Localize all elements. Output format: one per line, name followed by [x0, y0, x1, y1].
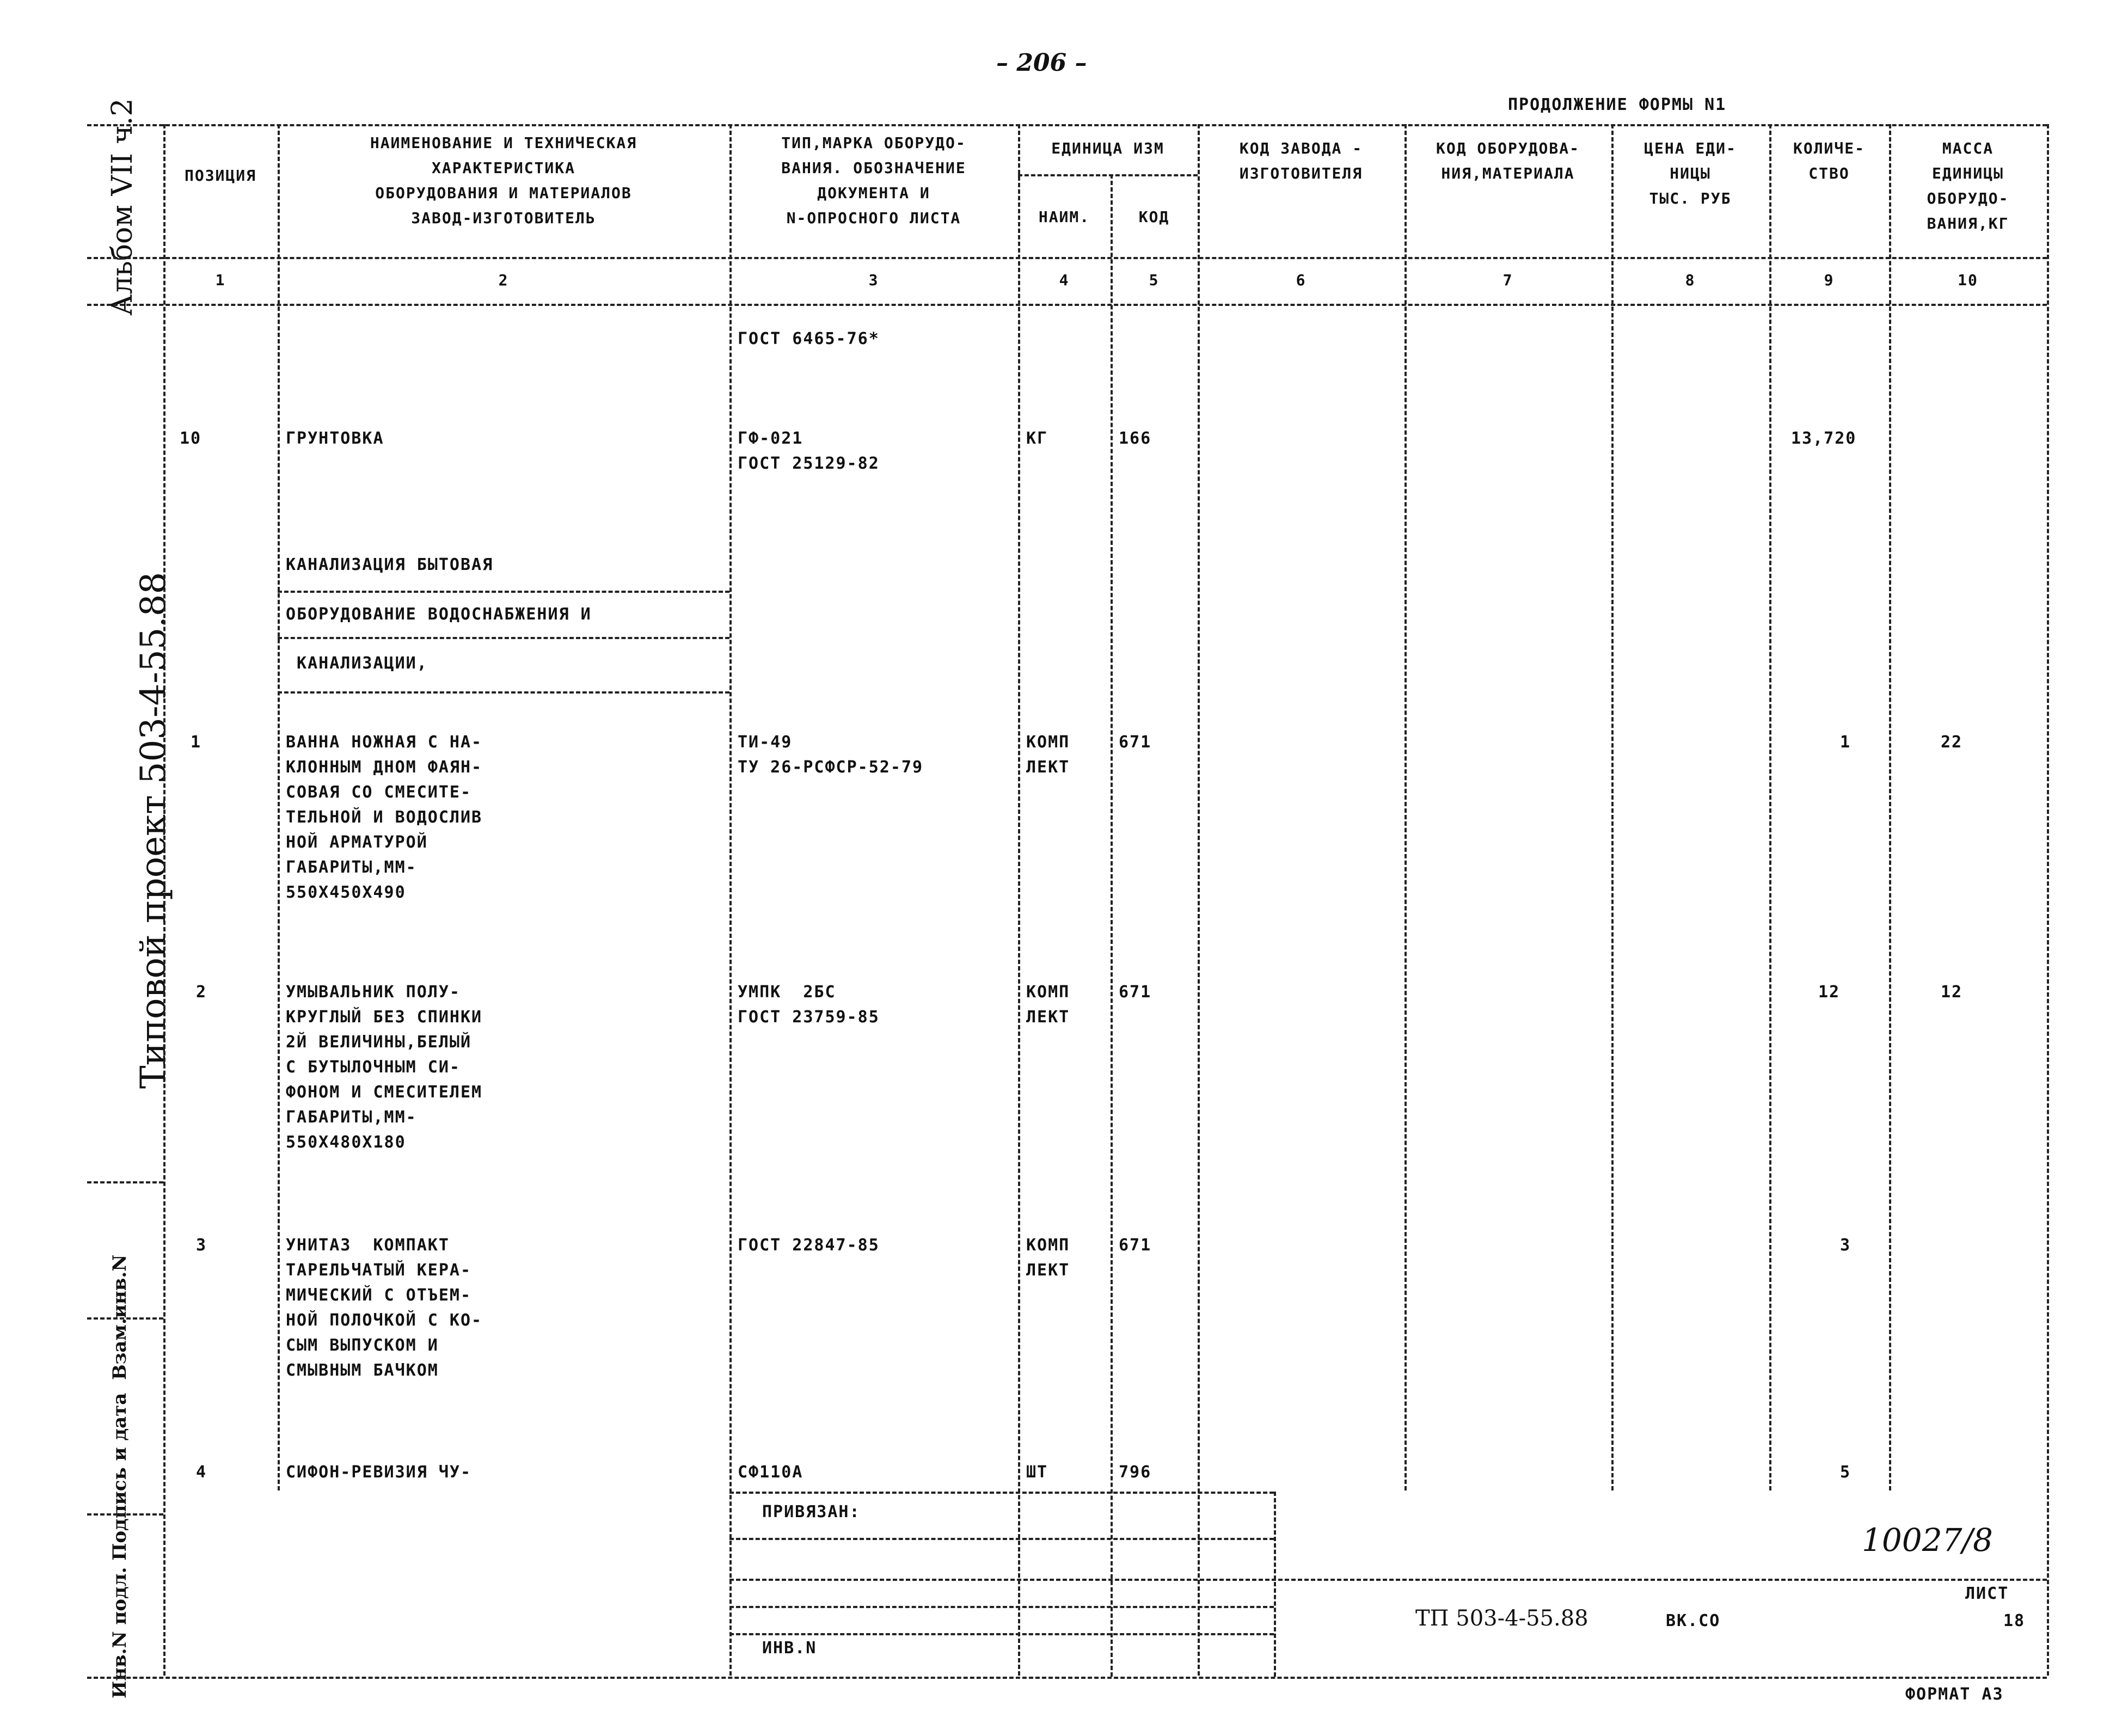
stamp-section: ВК.СО	[1666, 1611, 1721, 1630]
header-mass: МАССА ЕДИНИЦЫ ОБОРУДО- ВАНИЯ,КГ	[1927, 139, 2009, 232]
col-border-5-6	[1198, 124, 1200, 1676]
row7-code: 671	[1119, 1236, 1152, 1255]
unit-sub-line	[1018, 174, 1198, 176]
left-stamp-line-1	[87, 1181, 163, 1183]
album-label: Альбом VII ч.2	[106, 98, 139, 316]
row5-position: 1	[191, 733, 202, 752]
row8-type: СФ110А	[738, 1463, 804, 1482]
row8-unit: ШТ	[1026, 1463, 1048, 1482]
bottom-border	[87, 1677, 2047, 1679]
colnum-9: 9	[1824, 271, 1835, 289]
row1-unit: КГ	[1026, 429, 1048, 448]
continuation-title: ПРОДОЛЖЕНИЕ ФОРМЫ N1	[1508, 95, 1727, 114]
row8-code: 796	[1119, 1463, 1152, 1482]
stamp-sheet-label: ЛИСТ	[1965, 1584, 2009, 1603]
stamp-line-5	[729, 1633, 1274, 1635]
col-border-4-5	[1111, 174, 1113, 1677]
col-border-left	[163, 124, 165, 1676]
row7-unit: КОМП ЛЕКТ	[1026, 1236, 1070, 1280]
row8-position: 4	[196, 1463, 207, 1482]
stamp-line-2	[729, 1538, 1274, 1540]
col-border-right	[2047, 124, 2049, 1676]
header-unit-name: НАИМ.	[1038, 208, 1090, 226]
stamp-side-label: Инв.N подл. Подпись и дата Взам.инв.N	[109, 1254, 131, 1698]
row8-qty: 5	[1840, 1463, 1851, 1482]
header-price: ЦЕНА ЕДИ- НИЦЫ ТЫС. РУБ	[1644, 139, 1737, 207]
stamp-format: ФОРМАТ А3	[1905, 1685, 2004, 1704]
colnum-7: 7	[1502, 271, 1513, 289]
row6-name: УМЫВАЛЬНИК ПОЛУ- КРУГЛЫЙ БЕЗ СПИНКИ 2Й ВЕЛИЧИНЫ,БЕЛЫЙ С БУТЫЛОЧНЫМ СИ- ФОНОМ И СМЕСИТЕЛЕМ ГАБАРИТЫ,ММ- 550Х480Х180	[286, 983, 483, 1152]
section-line-1	[278, 591, 729, 593]
stamp-line-3	[729, 1579, 2047, 1581]
row1-name: ГРУНТОВКА	[286, 429, 384, 448]
section-equipment: ОБОРУДОВАНИЕ ВОДОСНАБЖЕНИЯ И	[286, 605, 592, 624]
row5-code: 671	[1119, 733, 1152, 752]
header-name: НАИМЕНОВАНИЕ И ТЕХНИЧЕСКАЯ ХАРАКТЕРИСТИКА ОБОРУДОВАНИЯ И МАТЕРИАЛОВ ЗАВОД-ИЗГОТОВИТЕЛЬ	[370, 134, 637, 227]
col-border-3-4	[1018, 124, 1020, 1676]
header-unit-code: КОД	[1138, 208, 1170, 226]
header-type: ТИП,МАРКА ОБОРУДО- ВАНИЯ. ОБОЗНАЧЕНИЕ ДОКУМЕНТА И N-ОПРОСНОГО ЛИСТА	[781, 134, 966, 227]
colnum-10: 10	[1958, 271, 1978, 289]
col-border-1-2	[278, 124, 280, 1490]
row1-code: 166	[1119, 429, 1152, 448]
colnum-8: 8	[1685, 271, 1696, 289]
row6-qty: 12	[1818, 983, 1841, 1002]
row6-mass: 12	[1941, 983, 1963, 1002]
left-stamp-line-2	[87, 1317, 163, 1320]
colnum-bottom-line	[87, 304, 2047, 306]
row1-position: 10	[180, 429, 202, 448]
col-border-8-9	[1769, 124, 1771, 1490]
row6-code: 671	[1119, 983, 1152, 1002]
row6-type: УМПК 2БС ГОСТ 23759-85	[738, 983, 880, 1027]
section-line-3	[278, 691, 729, 694]
stamp-handwritten: 10027/8	[1862, 1522, 1993, 1559]
project-label: Типовой проект 503-4-55.88	[133, 572, 174, 1089]
colnum-6: 6	[1296, 271, 1307, 289]
header-position: ПОЗИЦИЯ	[184, 167, 256, 185]
header-bottom-line	[87, 257, 2047, 259]
stamp-privyazan: ПРИВЯЗАН:	[762, 1502, 861, 1522]
stamp-inv: ИНВ.N	[762, 1639, 817, 1658]
stamp-top-line	[729, 1492, 1274, 1494]
section-canalization-2: КАНАЛИЗАЦИИ,	[286, 654, 428, 673]
col-border-2-3	[729, 124, 732, 1676]
row7-name: УНИТАЗ КОМПАКТ ТАРЕЛЬЧАТЫЙ КЕРА- МИЧЕСКИЙ С ОТЪЕМ- НОЙ ПОЛОЧКОЙ С КО- СЫМ ВЫПУСКОМ И СМЫВНЫМ БАЧКОМ	[286, 1236, 483, 1380]
row8-name: СИФОН-РЕВИЗИЯ ЧУ-	[286, 1463, 472, 1482]
row7-position: 3	[196, 1236, 207, 1255]
stamp-v-1	[1274, 1492, 1276, 1677]
stamp-line-4	[729, 1606, 1274, 1608]
header-unit: ЕДИНИЦА ИЗМ	[1051, 139, 1164, 157]
row5-mass: 22	[1941, 733, 1963, 752]
top-border	[87, 124, 2047, 126]
col-border-7-8	[1611, 124, 1614, 1490]
page-number: – 206 –	[996, 49, 1087, 77]
section-canalization: КАНАЛИЗАЦИЯ БЫТОВАЯ	[286, 555, 494, 574]
col-border-6-7	[1405, 124, 1407, 1490]
header-factory-code: КОД ЗАВОДА - ИЗГОТОВИТЕЛЯ	[1239, 139, 1363, 182]
colnum-3: 3	[868, 271, 879, 289]
stamp-sheet-number: 18	[2003, 1611, 2026, 1630]
colnum-4: 4	[1059, 271, 1070, 289]
colnum-1: 1	[215, 271, 226, 289]
header-equipment-code: КОД ОБОРУДОВА- НИЯ,МАТЕРИАЛА	[1436, 139, 1580, 182]
row1-type: ГФ-021 ГОСТ 25129-82	[738, 429, 880, 473]
row5-qty: 1	[1840, 733, 1851, 752]
row7-type: ГОСТ 22847-85	[738, 1236, 880, 1255]
row7-qty: 3	[1840, 1236, 1851, 1255]
colnum-5: 5	[1149, 271, 1160, 289]
section-line-2	[278, 637, 729, 639]
row6-position: 2	[196, 983, 207, 1002]
row1-qty: 13,720	[1791, 429, 1857, 448]
col-border-9-10	[1889, 124, 1891, 1490]
row5-unit: КОМП ЛЕКТ	[1026, 733, 1070, 777]
stamp-doc-code: ТП 503-4-55.88	[1415, 1606, 1589, 1631]
left-stamp-line-3	[87, 1513, 163, 1516]
header-quantity: КОЛИЧЕ- СТВО	[1793, 139, 1865, 182]
row5-name: ВАННА НОЖНАЯ С НА- КЛОННЫМ ДНОМ ФАЯН- СОВАЯ СО СМЕСИТЕ- ТЕЛЬНОЙ И ВОДОСЛИВ НОЙ АРМАТУРОЙ ГАБАРИТЫ,ММ- 550Х450Х490	[286, 733, 483, 902]
row5-type: ТИ-49 ТУ 26-РСФСР-52-79	[738, 733, 924, 777]
colnum-2: 2	[498, 271, 509, 289]
row0-type: ГОСТ 6465-76*	[738, 329, 880, 348]
row6-unit: КОМП ЛЕКТ	[1026, 983, 1070, 1027]
